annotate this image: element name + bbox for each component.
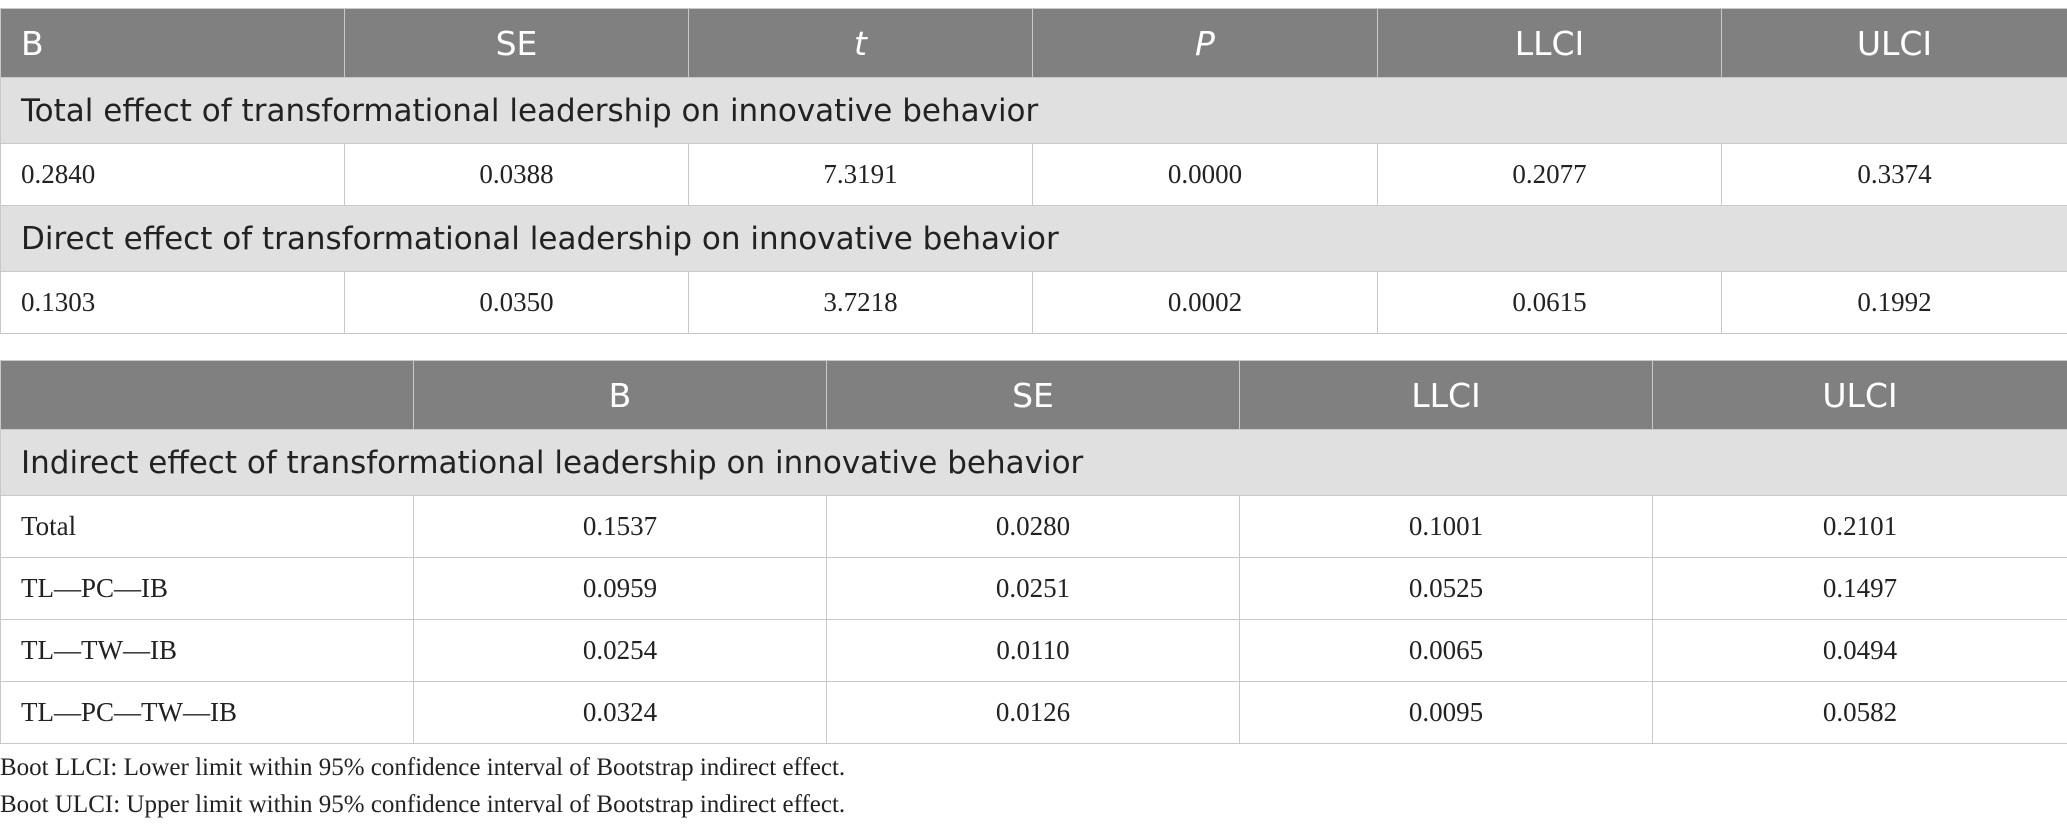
cell-se: 0.0110 <box>827 620 1240 682</box>
cell-llci: 0.1001 <box>1240 496 1653 558</box>
section-title: Direct effect of transformational leadership on innovative behavior <box>1 206 2067 272</box>
cell-se: 0.0280 <box>827 496 1240 558</box>
col-header-ulci: ULCI <box>1653 361 2067 430</box>
col-header-llci: LLCI <box>1378 9 1722 78</box>
cell-b: 0.2840 <box>1 144 345 206</box>
header-row <box>1 361 2067 430</box>
section-row-indirect-effect <box>1 430 2067 496</box>
cell-path: TL—PC—IB <box>1 558 414 620</box>
cell-se: 0.0388 <box>345 144 689 206</box>
section-row-total-effect <box>1 78 2067 144</box>
table-row <box>1 496 2067 558</box>
cell-b: 0.0254 <box>414 620 827 682</box>
cell-ulci: 0.1497 <box>1653 558 2067 620</box>
cell-p: 0.0002 <box>1033 272 1378 334</box>
cell-path: TL—PC—TW—IB <box>1 682 414 744</box>
col-header-t: t <box>689 9 1033 78</box>
cell-ulci: 0.2101 <box>1653 496 2067 558</box>
cell-llci: 0.0065 <box>1240 620 1653 682</box>
cell-llci: 0.0095 <box>1240 682 1653 744</box>
indirect-effects-table <box>0 360 2067 744</box>
col-header-llci: LLCI <box>1240 361 1653 430</box>
header-row <box>1 9 2067 78</box>
section-title: Total effect of transformational leadership on innovative behavior <box>1 78 2067 144</box>
cell-llci: 0.0615 <box>1378 272 1722 334</box>
effects-table <box>0 8 2067 334</box>
cell-se: 0.0350 <box>345 272 689 334</box>
col-header-b: B <box>414 361 827 430</box>
cell-b: 0.0959 <box>414 558 827 620</box>
cell-t: 7.3191 <box>689 144 1033 206</box>
cell-llci: 0.0525 <box>1240 558 1653 620</box>
col-header-path <box>1 361 414 430</box>
table-row <box>1 272 2067 334</box>
cell-se: 0.0251 <box>827 558 1240 620</box>
section-row-direct-effect <box>1 206 2067 272</box>
cell-llci: 0.2077 <box>1378 144 1722 206</box>
cell-b: 0.0324 <box>414 682 827 744</box>
table-row <box>1 620 2067 682</box>
cell-t: 3.7218 <box>689 272 1033 334</box>
cell-ulci: 0.0494 <box>1653 620 2067 682</box>
col-header-se: SE <box>345 9 689 78</box>
cell-ulci: 0.1992 <box>1722 272 2067 334</box>
cell-ulci: 0.3374 <box>1722 144 2067 206</box>
col-header-se: SE <box>827 361 1240 430</box>
cell-ulci: 0.0582 <box>1653 682 2067 744</box>
cell-path: TL—TW—IB <box>1 620 414 682</box>
table-row <box>1 558 2067 620</box>
col-header-b: B <box>1 9 345 78</box>
footnote-llci: Boot LLCI: Lower limit within 95% confidence interval of Bootstrap indirect effect. <box>0 754 846 781</box>
table-row <box>1 682 2067 744</box>
table-row <box>1 144 2067 206</box>
cell-p: 0.0000 <box>1033 144 1378 206</box>
cell-b: 0.1303 <box>1 272 345 334</box>
cell-path: Total <box>1 496 414 558</box>
section-title: Indirect effect of transformational leadership on innovative behavior <box>1 430 2067 496</box>
col-header-ulci: ULCI <box>1722 9 2067 78</box>
cell-se: 0.0126 <box>827 682 1240 744</box>
footnote-ulci: Boot ULCI: Upper limit within 95% confidence interval of Bootstrap indirect effect. <box>0 791 846 818</box>
col-header-p: P <box>1033 9 1378 78</box>
cell-b: 0.1537 <box>414 496 827 558</box>
